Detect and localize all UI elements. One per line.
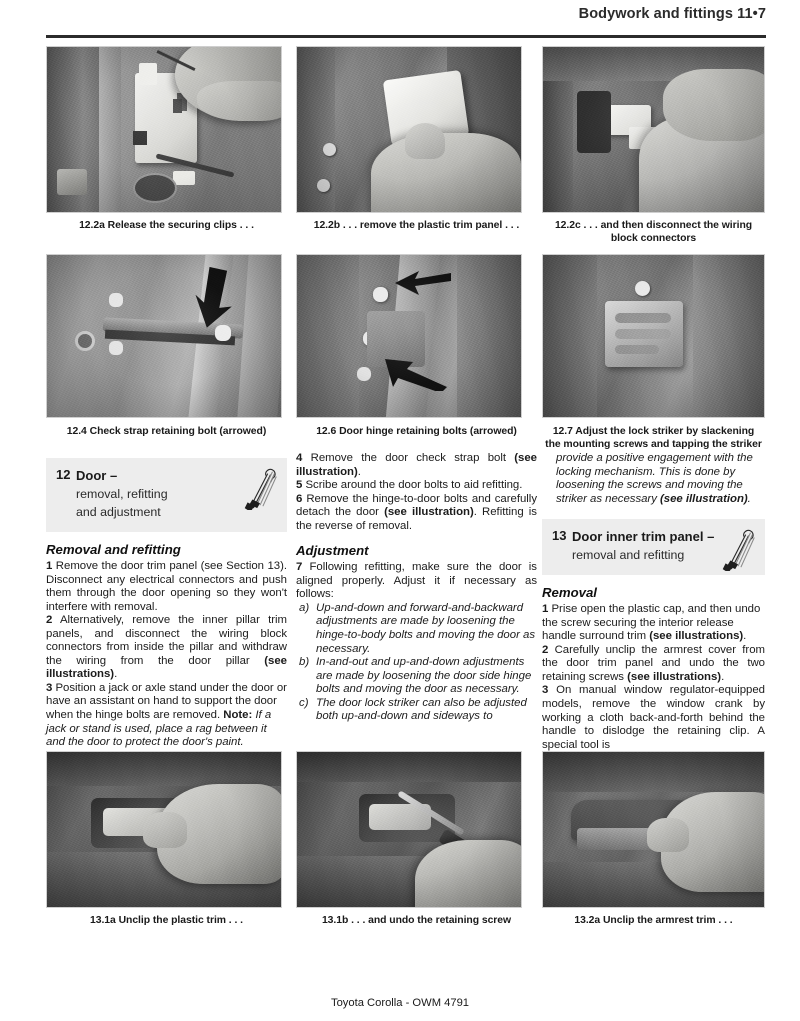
figure-12-2a-photo — [46, 46, 282, 213]
figure-12-7-caption: 12.7 Adjust the lock striker by slackening the mounting screws and tapping the striker — [545, 426, 762, 450]
figure-12-6-caption-wrap — [296, 420, 537, 439]
figure-13-1b-photo — [296, 751, 522, 908]
page-footer: Toyota Corolla - OWM 4791 — [330, 997, 470, 1009]
col2-paragraph-4 — [296, 452, 537, 479]
section-12-subtitle-line2: and adjustment — [76, 505, 161, 519]
step-text-tail: . — [743, 630, 747, 643]
col3-paragraph-3 — [542, 684, 765, 752]
note-text: If a jack or stand is used, place a rag between it and the door to protect the door's paint. — [46, 709, 272, 749]
col3-continued-paragraph — [542, 452, 765, 506]
text-column-2 — [296, 452, 537, 724]
figure-12-4-photo — [46, 254, 282, 418]
section-12-subtitle-line1: removal, refitting — [76, 487, 168, 501]
page-header — [0, 0, 800, 44]
col1-paragraph-2 — [46, 614, 287, 682]
step-text-tail: . — [721, 670, 725, 683]
figure-12-7-photo — [542, 254, 765, 418]
step-number: 1 — [46, 560, 53, 572]
note-label: Note: — [223, 709, 253, 722]
step-number: 2 — [46, 614, 53, 627]
col2-heading: Adjustment — [296, 543, 369, 559]
see-illustration-ref: (see illustration) — [296, 452, 537, 478]
col2-paragraph-7 — [296, 561, 537, 602]
list-text: Up-and-down and forward-and-backward adjustments are made by loosening the hinge-to-body bolts and moving the door as necessary. — [316, 601, 536, 655]
step-text: Remove the door check strap bolt — [302, 452, 515, 464]
col1-paragraph-3 — [46, 682, 287, 750]
continued-text: provide a positive engagement with the locking mechanism. This is done by loosening the screws and moving the striker as necessary — [556, 452, 753, 505]
section-13-number: 13 — [552, 528, 567, 544]
step-text-tail: . Refitting is the reverse of removal. — [296, 506, 537, 532]
step-number: 1 — [542, 603, 549, 616]
continued-text-tail: . — [747, 492, 751, 505]
spanner-icon — [244, 466, 278, 510]
figure-12-2a-caption: 12.2a Release the securing clips . . . — [79, 220, 254, 231]
step-text: Carefully unclip the armrest cover from the door trim panel and undo the two retaining screws — [542, 643, 765, 683]
figure-13-1b-caption: 13.1b . . . and undo the retaining screw — [321, 915, 512, 926]
page-title: Bodywork and fittings 11•7 — [578, 6, 766, 22]
step-number: 2 — [542, 643, 549, 656]
section-12-number: 12 — [56, 467, 71, 482]
see-illustrations-ref: (see illustrations) — [649, 630, 744, 643]
see-illustrations-ref: (see illustrations) — [46, 654, 287, 681]
step-text: Alternatively, remove the inner pillar trim panels, and disconnect the wiring block connectors from inside the pillar and withdraw the wiring from the door pillar — [46, 614, 287, 667]
section-13-heading-box — [542, 519, 765, 575]
figure-13-1a-photo — [46, 751, 282, 908]
figure-12-2a-caption-wrap — [46, 214, 287, 233]
step-text: Remove the hinge-to-door bolts and carefully detach the door — [296, 492, 537, 519]
figure-12-6-caption: 12.6 Door hinge retaining bolts (arrowed) — [316, 426, 517, 437]
list-item — [299, 601, 537, 656]
section-12-heading-box — [46, 458, 287, 532]
figure-12-2c-photo — [542, 46, 765, 213]
step-text: Following refitting, make sure the door is aligned properly. Adjust it if necessary as follows: — [296, 561, 537, 601]
list-marker: b) — [299, 656, 310, 669]
section-13-subtitle: removal and refitting — [572, 548, 685, 563]
figure-12-2c-caption-wrap — [542, 214, 765, 245]
col2-paragraph-5 — [296, 479, 537, 493]
figure-12-2b-caption: 12.2b . . . remove the plastic trim panel . . . — [313, 220, 520, 231]
step-number: 5 — [296, 479, 303, 492]
see-illustration-ref: (see illustration) — [660, 492, 748, 505]
text-column-1 — [46, 458, 287, 750]
step-number: 6 — [296, 492, 303, 505]
adjustment-list — [296, 602, 537, 724]
step-number: 7 — [296, 561, 303, 574]
step-text-tail: . — [357, 465, 361, 478]
figure-12-4-caption: 12.4 Check strap retaining bolt (arrowed) — [66, 426, 267, 437]
figure-13-2a-caption-wrap — [542, 909, 765, 928]
list-marker: c) — [299, 696, 309, 709]
text-column-3 — [542, 452, 765, 752]
list-marker: a) — [299, 601, 310, 614]
figure-12-2c-caption: 12.2c . . . and then disconnect the wiring block connectors — [554, 220, 753, 244]
step-number: 3 — [542, 684, 549, 697]
section-12-title: Door – — [76, 468, 118, 483]
figure-13-1a-caption-wrap — [46, 909, 287, 928]
list-text: In-and-out and up-and-down adjustments are made by loosening the door side hinge bolts and moving the door as necessary. — [316, 656, 532, 696]
step-text: Remove the door trim panel (see Section 13). Disconnect any electrical connectors and push them through the door opening so they won't interfere with removal. — [46, 560, 287, 613]
figure-13-1b-caption-wrap — [296, 909, 537, 928]
col2-paragraph-6 — [296, 493, 537, 534]
list-item — [299, 656, 537, 697]
col3-paragraph-2 — [542, 644, 765, 685]
col1-paragraph-1 — [46, 560, 287, 614]
figure-12-2b-photo — [296, 46, 522, 213]
figure-13-2a-photo — [542, 751, 765, 908]
step-number: 4 — [296, 452, 303, 464]
step-text-tail: . — [114, 668, 118, 681]
col3-paragraph-1 — [542, 603, 765, 644]
figure-13-2a-caption: 13.2a Unclip the armrest trim . . . — [574, 915, 733, 926]
header-divider — [46, 35, 766, 38]
figure-12-7-caption-wrap — [542, 420, 765, 451]
see-illustrations-ref: (see illustrations) — [627, 670, 722, 683]
step-number: 3 — [46, 681, 53, 694]
col1-heading: Removal and refitting — [46, 542, 181, 557]
section-13-title: Door inner trim panel – — [572, 529, 715, 545]
spanner-icon — [722, 527, 756, 571]
step-text: Prise open the plastic cap, and then undo the screw securing the interior release handle surround trim — [542, 603, 761, 643]
step-text: Position a jack or axle stand under the door or have an assistant on hand to support the door when the hinge bolts are removed. — [46, 681, 287, 722]
list-item — [299, 696, 537, 724]
figure-12-6-photo — [296, 254, 522, 418]
col3-heading: Removal — [542, 585, 597, 601]
figure-13-1a-caption: 13.1a Unclip the plastic trim . . . — [89, 915, 243, 926]
see-illustration-ref: (see illustration) — [384, 506, 474, 519]
list-text: The door lock striker can also be adjusted both up-and-down and sideways to — [316, 696, 527, 723]
figure-12-2b-caption-wrap — [296, 214, 537, 233]
step-text: Scribe around the door bolts to aid refitting. — [302, 479, 523, 492]
figure-12-4-caption-wrap — [46, 420, 287, 439]
step-text: On manual window regulator-equipped models, remove the window crank by working a cloth back-and-forth behind the handle to dislodge the retaining clip. A special tool is — [542, 684, 765, 751]
